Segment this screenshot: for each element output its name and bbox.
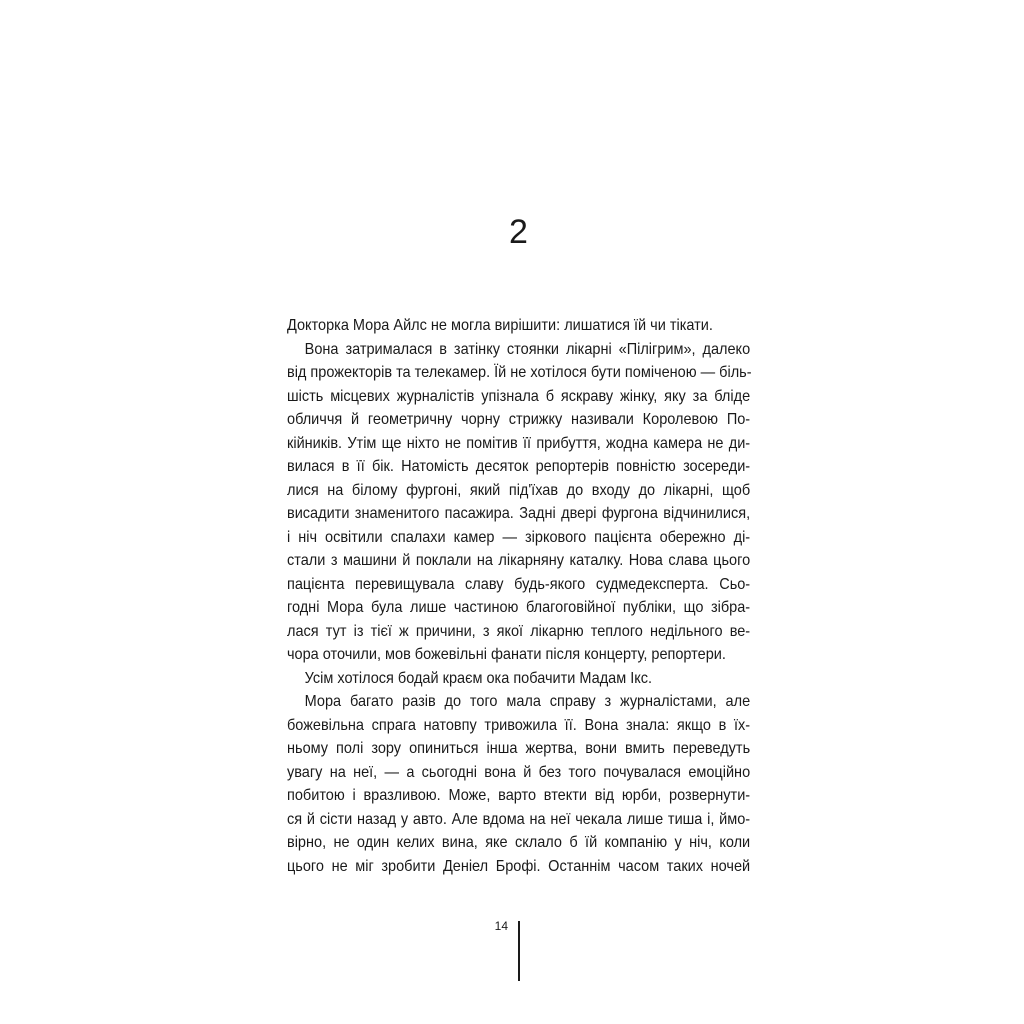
page-number: 14 xyxy=(494,919,508,933)
text-line: лася тут із тієї ж причини, з якої лікарню теплого недільного ве- xyxy=(287,622,751,640)
text-line: стали з машини й поклали на лікарняну каталку. Нова слава цього xyxy=(287,552,751,569)
text-line: цього не міг зробити Деніел Брофі. Останнім часом таких ночей xyxy=(287,857,751,875)
body-text xyxy=(287,314,752,878)
text-line: ся й сісти назад у авто. Але вдома на неї чекала лише тиша і, ймо- xyxy=(287,810,751,828)
text-line: обличчя й геометричну чорну стрижку називали Королевою По- xyxy=(287,411,751,428)
text-line: Докторка Мора Айлс не могла вирішити: лишатися їй чи тікати. xyxy=(287,317,713,334)
text-line: лися на білому фургоні, який під'їхав до входу до лікарні, щоб xyxy=(287,481,751,499)
text-line: Мора багато разів до того мала справу з журналістами, але xyxy=(304,693,751,710)
text-line: шість місцевих журналістів упізнала б яскраву жінку, яку за бліде xyxy=(287,387,751,405)
text-line: годні Мора була лише частиною благоговійної публіки, що зібра- xyxy=(287,599,751,616)
text-line: ньому полі зору опиниться інша жертва, вони вмить переведуть xyxy=(287,740,751,757)
text-line: увагу на неї, — а сьогодні вона й без того почувалася емоційно xyxy=(287,763,751,781)
text-line: пацієнта перевищувала славу будь-якого судмедексперта. Сьо- xyxy=(287,575,751,593)
text-line: вилася в її бік. Натомість десяток репортерів повністю зосереди- xyxy=(287,458,751,475)
text-line: Усім хотілося бодай краєм ока побачити Мадам Ікс. xyxy=(304,669,653,687)
text-line: кійників. Утім ще ніхто не помітив її прибуття, жодна камера не ди- xyxy=(287,434,751,452)
text-line: Вона затрималася в затінку стоянки лікарні «Пілігрим», далеко xyxy=(304,340,751,358)
text-line: побитою і вразливою. Може, варто втекти від юрби, розвернути- xyxy=(287,787,751,804)
chapter-number: 2 xyxy=(509,213,528,251)
text-line: божевільна спрага натовпу тривожила її. Вона знала: якщо в їх- xyxy=(287,716,751,734)
text-line: вірно, не один келих вина, яке склало б їй компанію у ніч, коли xyxy=(287,834,751,851)
text-line: і ніч освітили спалахи камер — зіркового пацієнта обережно ді- xyxy=(287,528,751,546)
text-line: висадити знаменитого пасажира. Задні двері фургона відчинилися, xyxy=(287,505,751,522)
page-number-rule xyxy=(518,921,520,981)
text-line: чора оточили, мов божевільні фанати після концерту, репортери. xyxy=(287,646,726,663)
text-line: від прожекторів та телекамер. Їй не хотілося бути поміченою — біль- xyxy=(287,364,752,381)
